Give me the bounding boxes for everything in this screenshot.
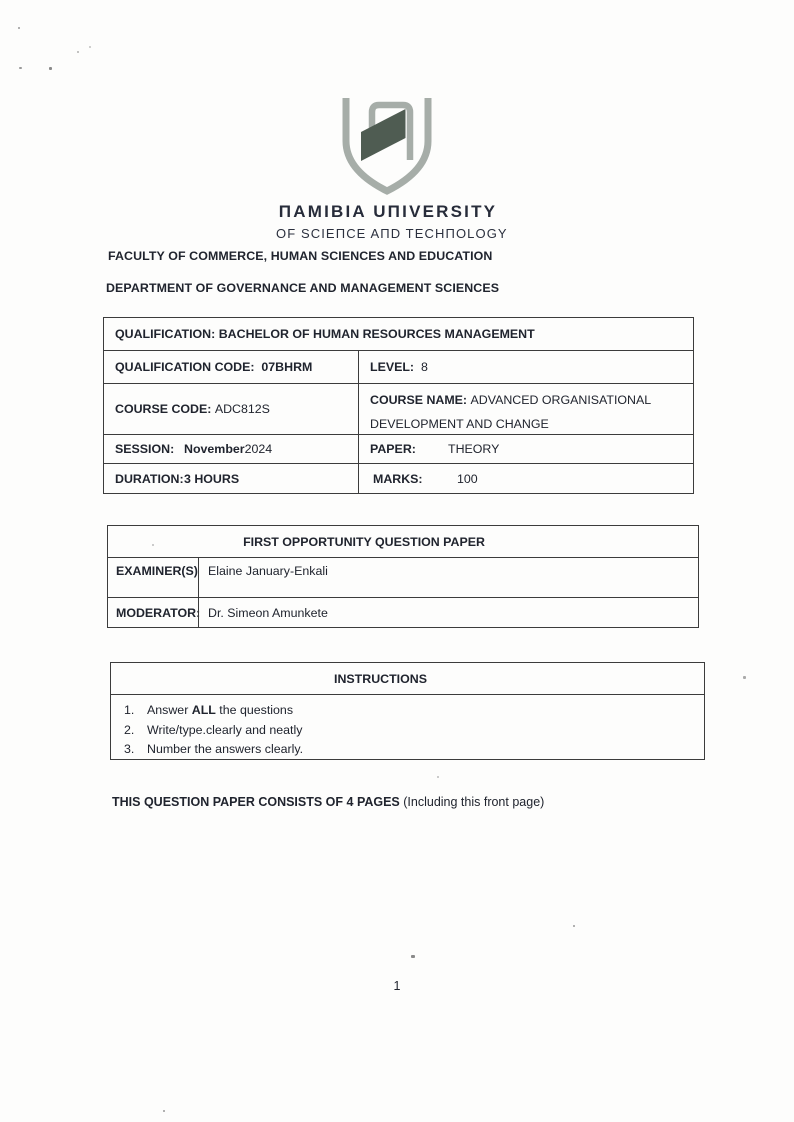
duration-value: 3 HOURS (184, 471, 240, 486)
scan-speck (411, 955, 415, 958)
marks-label: MARKS: (373, 471, 423, 486)
instructions-title: INSTRUCTIONS (334, 671, 427, 686)
duration-cell (104, 463, 358, 493)
marks-value: 100 (457, 471, 478, 486)
instruction-number: 1. (124, 703, 135, 717)
course-name-value: ADVANCED ORGANISATIONAL DEVELOPMENT AND CHANGE (370, 393, 651, 431)
paper-label: PAPER: (370, 442, 416, 456)
scan-speck (18, 27, 20, 29)
scan-speck (77, 51, 79, 53)
scan-speck (573, 925, 575, 927)
qualification-code-cell (104, 350, 358, 383)
instruction-item: 3. Number the answers clearly. (124, 740, 696, 760)
examiner-value: Elaine January-Enkali (198, 557, 698, 597)
session-value-year: 2024 (244, 442, 273, 456)
level-label: LEVEL: (370, 360, 415, 374)
paper-cell (358, 434, 693, 463)
session-cell (104, 434, 358, 463)
nust-shield-logo (342, 97, 432, 196)
instructions-list (111, 694, 704, 759)
paper-value: THEORY (448, 442, 500, 456)
qualification-code-value: 07BHRM (261, 360, 313, 374)
instruction-item: 2. Write/type.clearly and neatly (124, 721, 696, 741)
instruction-number: 2. (124, 722, 135, 737)
moderator-label: MODERATOR: (108, 597, 198, 627)
course-details-table (103, 317, 694, 494)
qualification-value: BACHELOR OF HUMAN RESOURCES MANAGEMENT (218, 327, 535, 341)
page-number: 1 (393, 979, 401, 993)
course-name-cell (358, 383, 693, 434)
moderator-value: Dr. Simeon Amunkete (198, 597, 698, 627)
scan-speck (19, 67, 22, 69)
scan-speck (437, 776, 439, 778)
shield-emblem-icon (361, 109, 406, 161)
scan-speck (163, 1110, 165, 1112)
level-cell (358, 350, 693, 383)
page-count-statement (112, 795, 544, 809)
scan-speck (49, 67, 52, 70)
duration-label: DURATION: (115, 471, 184, 486)
session-value-month: November (184, 442, 245, 456)
course-name-label: COURSE NAME: (370, 393, 468, 407)
page-count-note: (Including this front page) (403, 795, 545, 809)
qualification-label: QUALIFICATION: (115, 327, 216, 341)
opportunity-table (107, 525, 699, 628)
instruction-item: 1. Answer ALL the questions (124, 701, 696, 721)
opportunity-title: FIRST OPPORTUNITY QUESTION PAPER (243, 534, 485, 549)
level-value: 8 (420, 360, 428, 374)
examiner-label: EXAMINER(S) (108, 557, 198, 597)
university-wordmark-line2: OF SCIEΠCE AΠD TECHΠOLOGY (276, 226, 508, 241)
course-code-label: COURSE CODE: (115, 402, 212, 416)
instructions-table (110, 662, 705, 760)
course-code-value: ADC812S (214, 402, 270, 416)
qualification-code-label: QUALIFICATION CODE: (115, 360, 255, 374)
session-label: SESSION: (115, 442, 175, 456)
marks-cell (358, 463, 693, 493)
scan-speck (743, 676, 746, 679)
scan-speck (89, 46, 91, 48)
university-wordmark-line1: ΠAMIBIA UΠIVERSITY (278, 202, 498, 221)
course-code-cell (104, 383, 358, 434)
page-count-bold: THIS QUESTION PAPER CONSISTS OF 4 PAGES (112, 795, 404, 809)
instruction-number: 3. (124, 742, 135, 756)
faculty-title: FACULTY OF COMMERCE, HUMAN SCIENCES AND EDUCATION (108, 249, 493, 263)
department-title: DEPARTMENT OF GOVERNANCE AND MANAGEMENT SCIENCES (106, 281, 500, 295)
qualification-cell (104, 318, 693, 350)
